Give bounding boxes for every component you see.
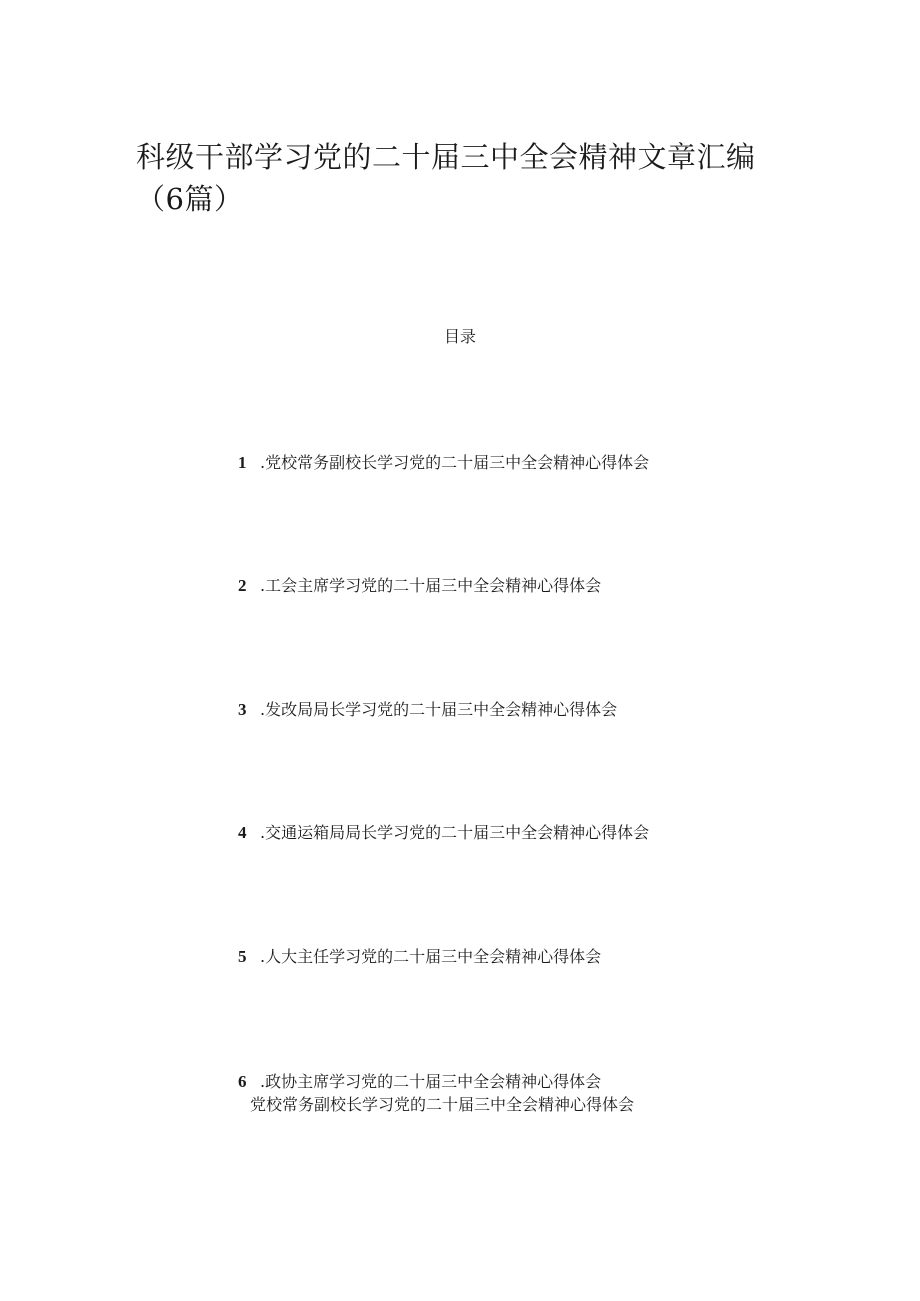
toc-item-text: .党校常务副校长学习党的二十届三中全会精神心得体会	[260, 453, 650, 472]
toc-item-text: .人大主任学习党的二十届三中全会精神心得体会	[260, 947, 602, 966]
toc-item-5[interactable]	[238, 946, 601, 968]
toc-item-text: .工会主席学习党的二十届三中全会精神心得体会	[260, 576, 602, 595]
first-article-title: 党校常务副校长学习党的二十届三中全会精神心得体会	[250, 1095, 635, 1114]
toc-item-3[interactable]	[238, 699, 617, 721]
toc-item-2[interactable]	[238, 575, 601, 597]
document-title: 科级干部学习党的二十届三中全会精神文章汇编（6篇）	[136, 140, 756, 216]
toc-item-number: 3	[238, 700, 247, 719]
toc-item-text: .政协主席学习党的二十届三中全会精神心得体会	[260, 1072, 602, 1091]
toc-item-1[interactable]	[238, 452, 649, 474]
toc-item-number: 2	[238, 576, 247, 595]
toc-item-number: 1	[238, 453, 247, 472]
toc-item-4[interactable]	[238, 822, 649, 844]
toc-item-text: .发改局局长学习党的二十届三中全会精神心得体会	[260, 700, 618, 719]
toc-item-number: 4	[238, 823, 247, 842]
toc-item-text: .交通运箱局局长学习党的二十届三中全会精神心得体会	[260, 823, 650, 842]
toc-item-6[interactable]	[238, 1071, 601, 1093]
toc-item-number: 6	[238, 1072, 247, 1091]
toc-heading: 目录	[443, 327, 476, 346]
toc-item-number: 5	[238, 947, 247, 966]
